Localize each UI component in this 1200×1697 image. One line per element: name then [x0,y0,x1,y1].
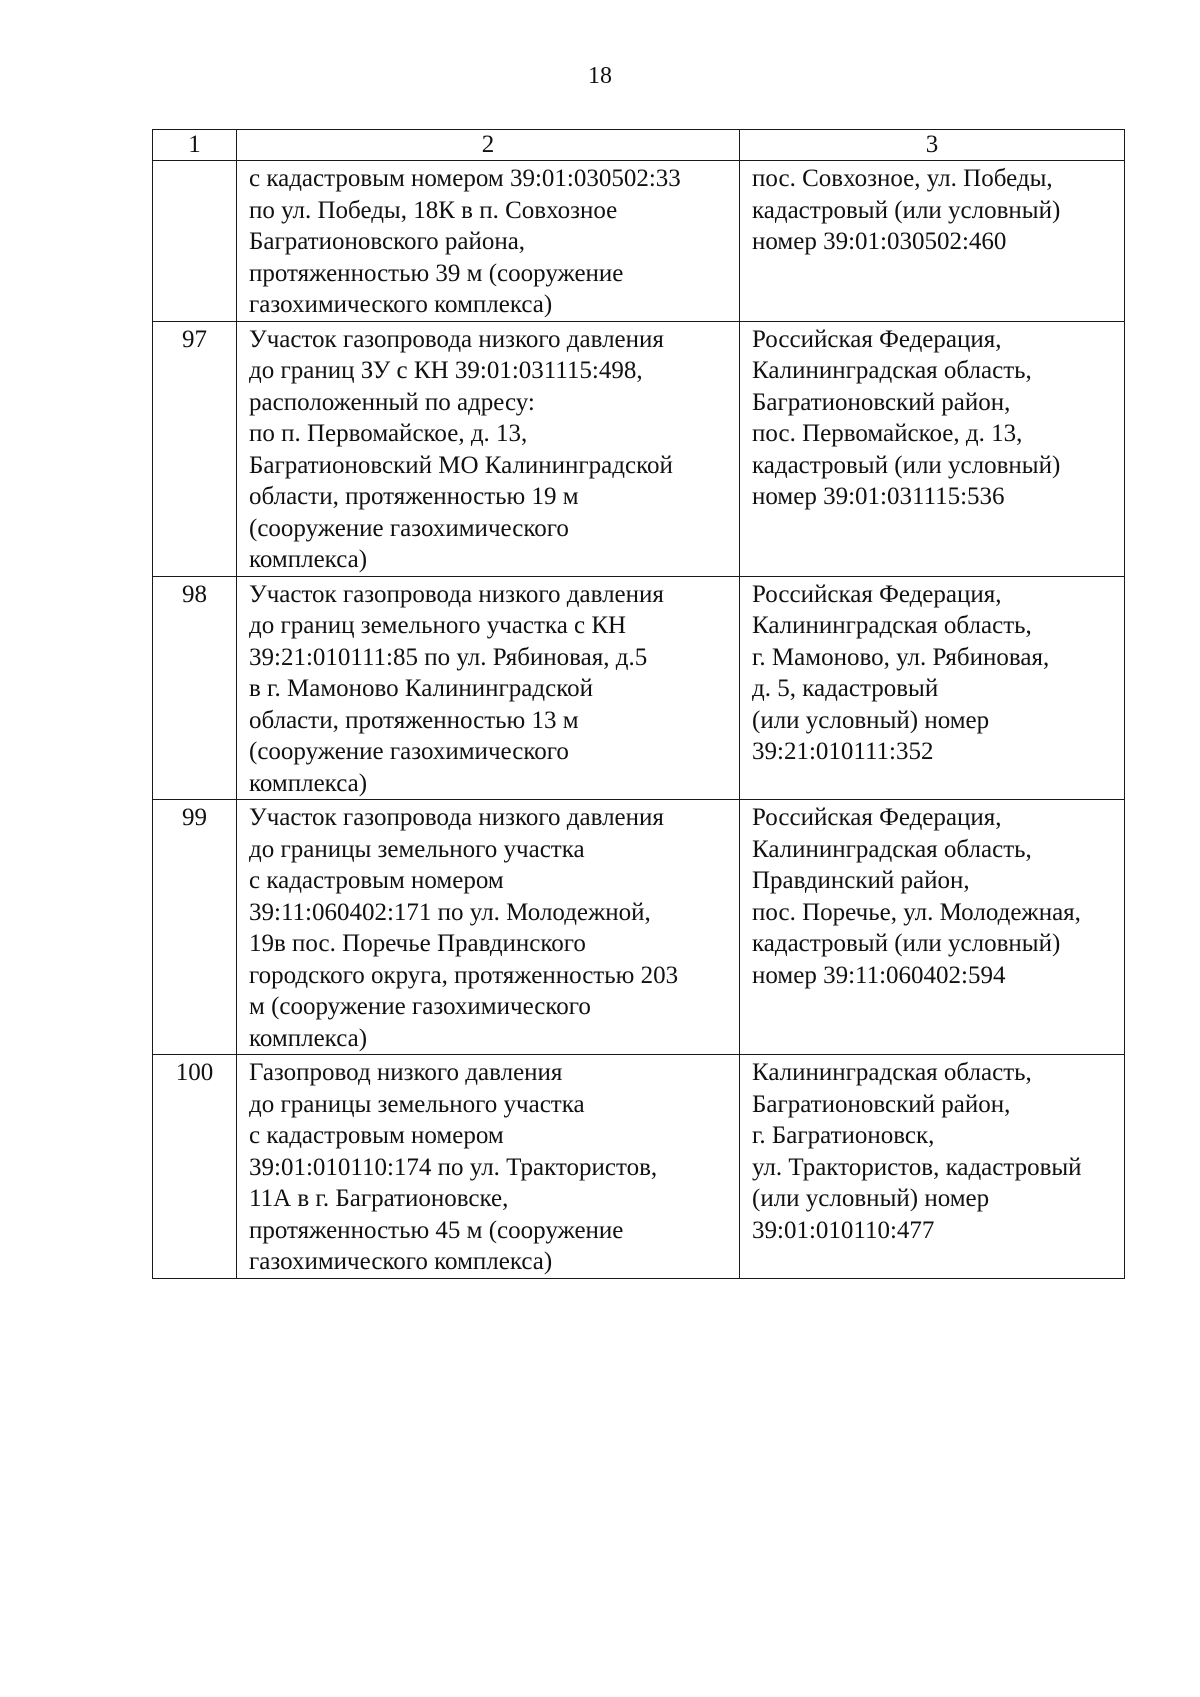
column-header-number: 1 [153,130,237,161]
address-cell: Калининградская область, Багратионовский район, г. Багратионовск, ул. Трактористов, кадастровый (или условный) номер 39:01:010110:477 [740,1055,1125,1279]
object-description-cell: Газопровод низкого давления до границы земельного участка с кадастровым номером 39:01:010110:174 по ул. Трактористов, 11А в г. Багратионовске, протяженностью 45 м (сооружение газохимического комплекса) [237,1055,740,1279]
table-row [153,161,1125,322]
object-description-cell: Участок газопровода низкого давления до границ земельного участка с КН 39:21:010111:85 по ул. Рябиновая, д.5 в г. Мамоново Калининградской области, протяженностью 13 м (сооружение газохимического комплекса) [237,576,740,800]
row-number-cell: 97 [153,321,237,576]
row-number-cell: 98 [153,576,237,800]
page-number: 18 [588,63,612,89]
table-body [153,161,1125,1279]
row-number-cell [153,161,237,322]
registry-table [152,129,1125,1279]
address-cell: Российская Федерация, Калининградская область, Правдинский район, пос. Поречье, ул. Молодежная, кадастровый (или условный) номер 39:11:060402:594 [740,800,1125,1055]
object-description-cell: Участок газопровода низкого давления до границы земельного участка с кадастровым номером 39:11:060402:171 по ул. Молодежной, 19в пос. Поречье Правдинского городского округа, протяженностью 203 м (сооружение газохимического комплекса) [237,800,740,1055]
row-number-cell: 99 [153,800,237,1055]
header-row [153,130,1125,161]
address-cell: Российская Федерация, Калининградская область, г. Мамоново, ул. Рябиновая, д. 5, кадастровый (или условный) номер 39:21:010111:352 [740,576,1125,800]
table-row [153,800,1125,1055]
object-description-cell: с кадастровым номером 39:01:030502:33 по ул. Победы, 18К в п. Совхозное Багратионовского района, протяженностью 39 м (сооружение газохимического комплекса) [237,161,740,322]
object-description-cell: Участок газопровода низкого давления до границ ЗУ с КН 39:01:031115:498, расположенный по адресу: по п. Первомайское, д. 13, Багратионовский МО Калининградской области, протяженностью 19 м (сооружение газохимического комплекса) [237,321,740,576]
table-header [153,130,1125,161]
column-header-object: 2 [237,130,740,161]
table-row [153,321,1125,576]
address-cell: Российская Федерация, Калининградская область, Багратионовский район, пос. Первомайское, д. 13, кадастровый (или условный) номер 39:01:031115:536 [740,321,1125,576]
table-row [153,1055,1125,1279]
table-row [153,576,1125,800]
row-number-cell: 100 [153,1055,237,1279]
column-header-address: 3 [740,130,1125,161]
address-cell: пос. Совхозное, ул. Победы, кадастровый (или условный) номер 39:01:030502:460 [740,161,1125,322]
